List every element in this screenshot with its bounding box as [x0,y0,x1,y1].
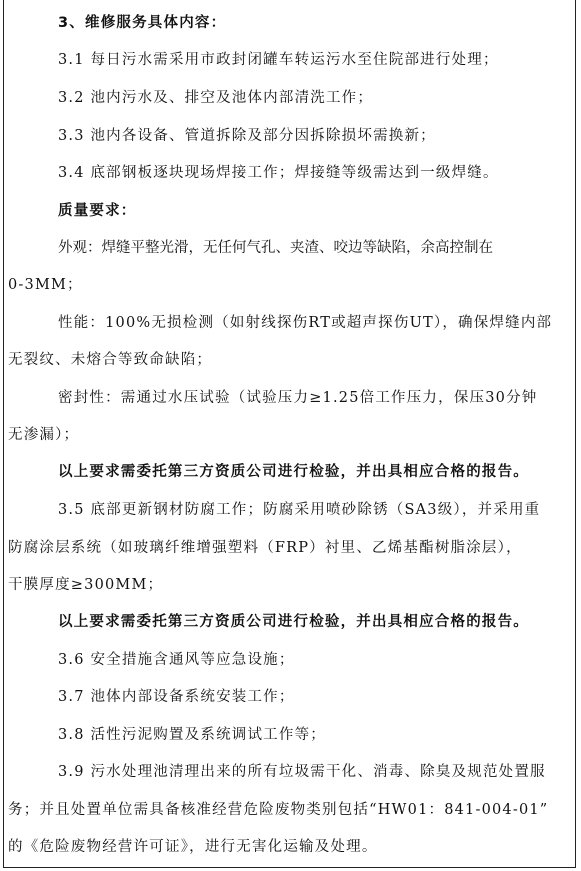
third-party-note-1: 以上要求需委托第三方资质公司进行检验，并出具相应合格的报告。 [58,464,529,480]
item-3-1: 3.1 每日污水需采用市政封闭罐车转运污水至住院部进行处理； [58,52,499,68]
third-party-note-2: 以上要求需委托第三方资质公司进行检验，并出具相应合格的报告。 [58,614,529,630]
item-3-8: 3.8 活性污泥购置及系统调试工作等； [58,727,326,743]
section-heading: 3、维修服务具体内容： [58,15,227,31]
item-3-9-line-1: 3.9 污水处理池清理出来的所有垃圾需干化、消毒、除臭及规范处置服 [58,764,546,780]
item-3-5-line-1: 3.5 底部更新钢材防腐工作；防腐采用喷砂除锈（SA3级），并采用重 [58,502,541,518]
performance-line-2: 无裂纹、未熔合等致命缺陷； [8,352,213,368]
item-3-3: 3.3 池内各设备、管道拆除及部分因拆除损坏需换新； [58,128,436,144]
sealing-line-1: 密封性：需通过水压试验（试验压力≥1.25倍工作压力，保压30分钟 [58,390,538,406]
item-3-5-line-2: 防腐涂层系统（如玻璃纤维增强塑料（FRP）衬里、乙烯基酯树脂涂层）， [8,540,522,556]
quality-title: 质量要求： [58,203,137,219]
appearance-line-2: 0-3MM； [8,277,83,293]
item-3-9-line-2: 务；并且处置单位需具备核准经营危险废物类别包括“HW01：841-004-01” [8,802,549,818]
item-3-6: 3.6 安全措施含通风等应急设施； [58,652,295,668]
item-3-5-line-3: 干膜厚度≥300MM； [8,577,164,593]
performance-line-1: 性能：100%无损检测（如射线探伤RT或超声探伤UT），确保焊缝内部 [58,315,553,331]
item-3-9-line-3: 的《危险废物经营许可证》，进行无害化运输及处理。 [8,839,378,855]
appearance-line-1: 外观：焊缝平整光滑，无任何气孔、夹渣、咬边等缺陷，余高控制在 [58,240,493,256]
item-3-2: 3.2 池内污水及、排空及池体内部清洗工作； [58,90,374,106]
sealing-line-2: 无渗漏）； [8,427,80,443]
item-3-7: 3.7 池体内部设备系统安装工作； [58,689,295,705]
item-3-4: 3.4 底部钢板逐块现场焊接工作；焊接缝等级需达到一级焊缝。 [58,165,499,181]
